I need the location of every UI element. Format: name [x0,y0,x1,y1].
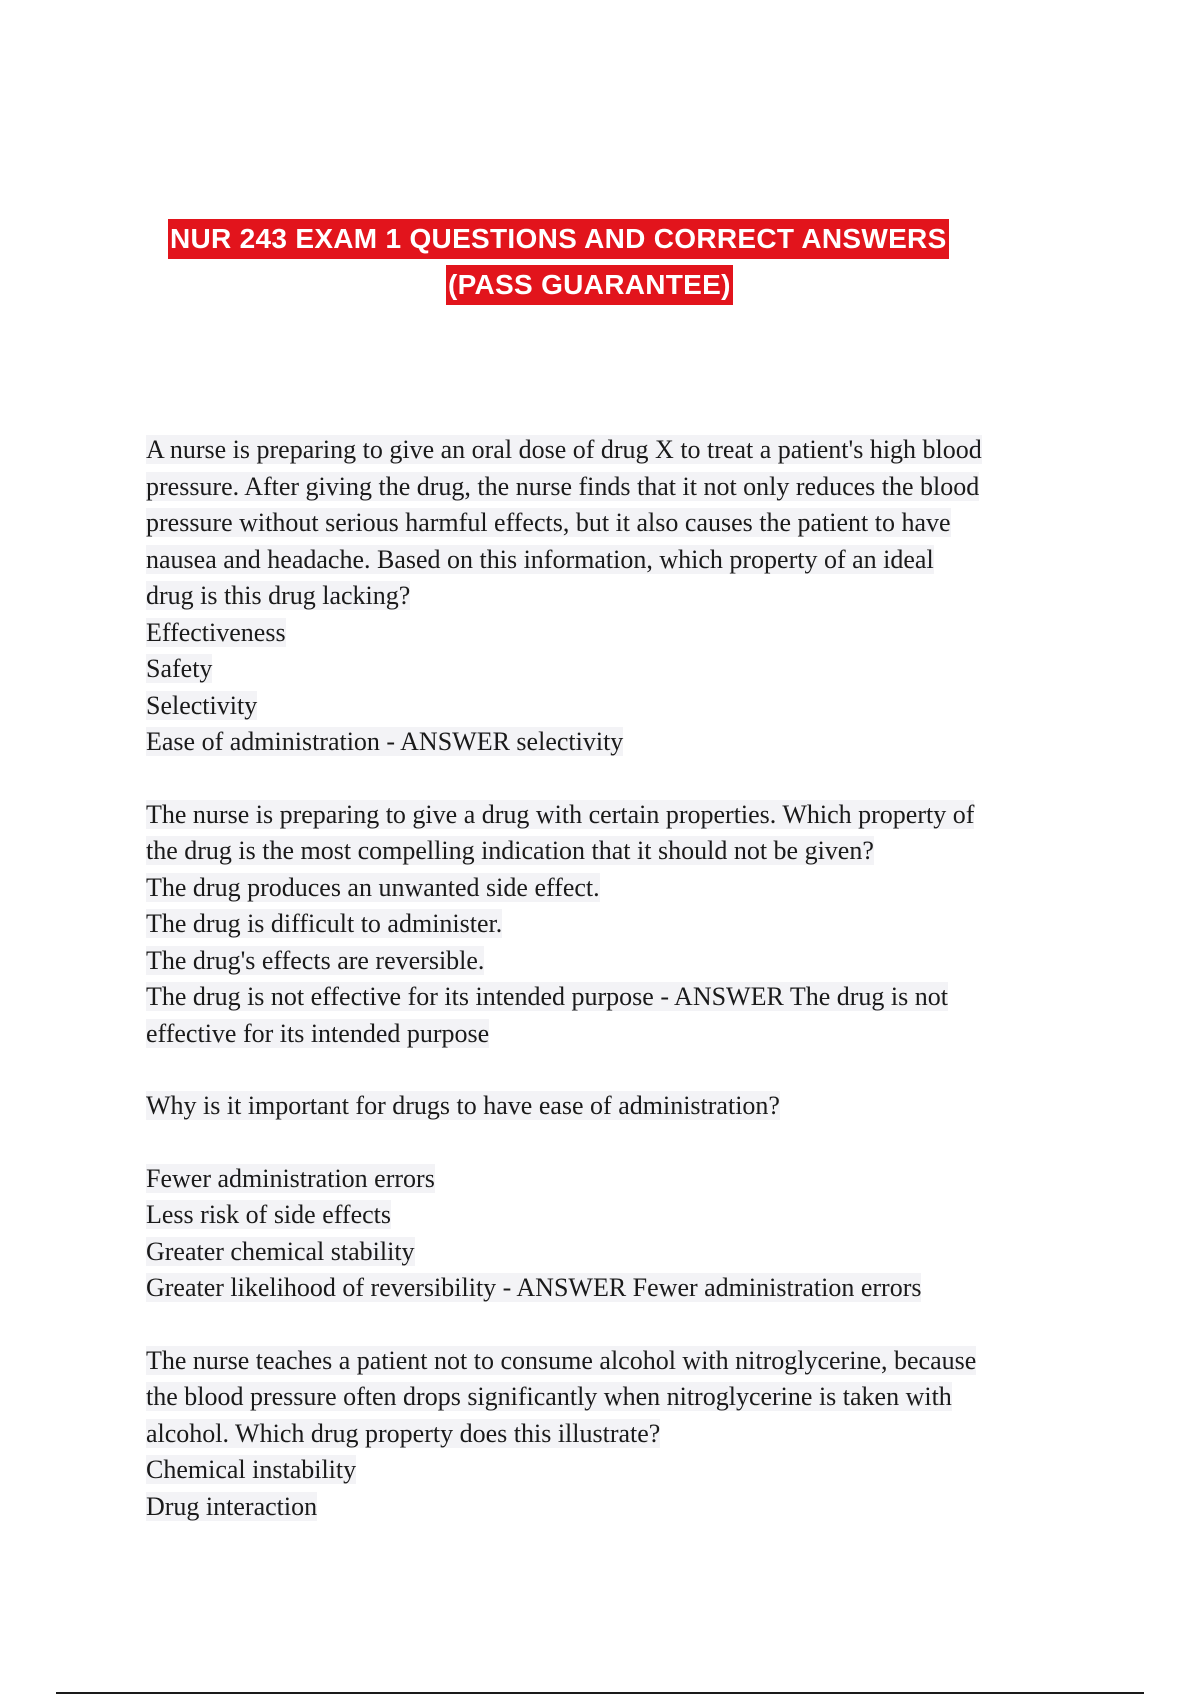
text-line: the drug is the most compelling indication that it should not be given? [146,836,874,865]
question-block-4 [146,1343,1066,1526]
question-block-1 [146,432,1066,761]
document-body [146,432,1066,1561]
text-line: The nurse teaches a patient not to consume alcohol with nitroglycerine, because [146,1345,977,1375]
answer-option: Greater likelihood of reversibility - ANSWER Fewer administration errors [146,1273,922,1302]
text-line: The nurse is preparing to give a drug with certain properties. Which property of [146,799,975,829]
title-line-2: (PASS GUARANTEE) [446,265,733,305]
text-line: Why is it important for drugs to have ease of administration? [146,1091,780,1120]
text-line: drug is this drug lacking? [146,581,411,610]
text-line: the blood pressure often drops significantly when nitroglycerine is taken with [146,1382,952,1411]
answer-option: Greater chemical stability [146,1236,415,1266]
text-line: A nurse is preparing to give an oral dose of drug X to treat a patient's high blood [146,435,982,464]
answer-option: The drug produces an unwanted side effect. [146,872,600,902]
answer-option: Ease of administration - ANSWER selectivity [146,727,624,756]
text-line: pressure. After giving the drug, the nurse finds that it not only reduces the blood [146,471,980,501]
text-line: pressure without serious harmful effects, but it also causes the patient to have [146,508,951,537]
answer-option: The drug's effects are reversible. [146,945,485,975]
title-line-1: NUR 243 EXAM 1 QUESTIONS AND CORRECT ANSWERS [168,219,949,259]
question-block-3 [146,1088,1066,1125]
answer-option: Less risk of side effects [146,1200,392,1229]
text-line: effective for its intended purpose [146,1018,490,1048]
answer-option: Selectivity [146,690,258,720]
answer-option: Effectiveness [146,617,286,647]
answer-option: Drug interaction [146,1491,318,1521]
answer-option: The drug is not effective for its intended purpose - ANSWER The drug is not [146,982,949,1011]
answer-option: Fewer administration errors [146,1163,435,1193]
question-block-2 [146,797,1066,1053]
page-bottom-rule [56,1692,1144,1694]
text-line: nausea and headache. Based on this information, which property of an ideal [146,544,934,574]
answer-option: Safety [146,654,213,683]
answer-option: Chemical instability [146,1455,357,1484]
question-block-3-options [146,1161,1066,1307]
text-line: alcohol. Which drug property does this illustrate? [146,1418,661,1448]
answer-option: The drug is difficult to administer. [146,909,503,938]
